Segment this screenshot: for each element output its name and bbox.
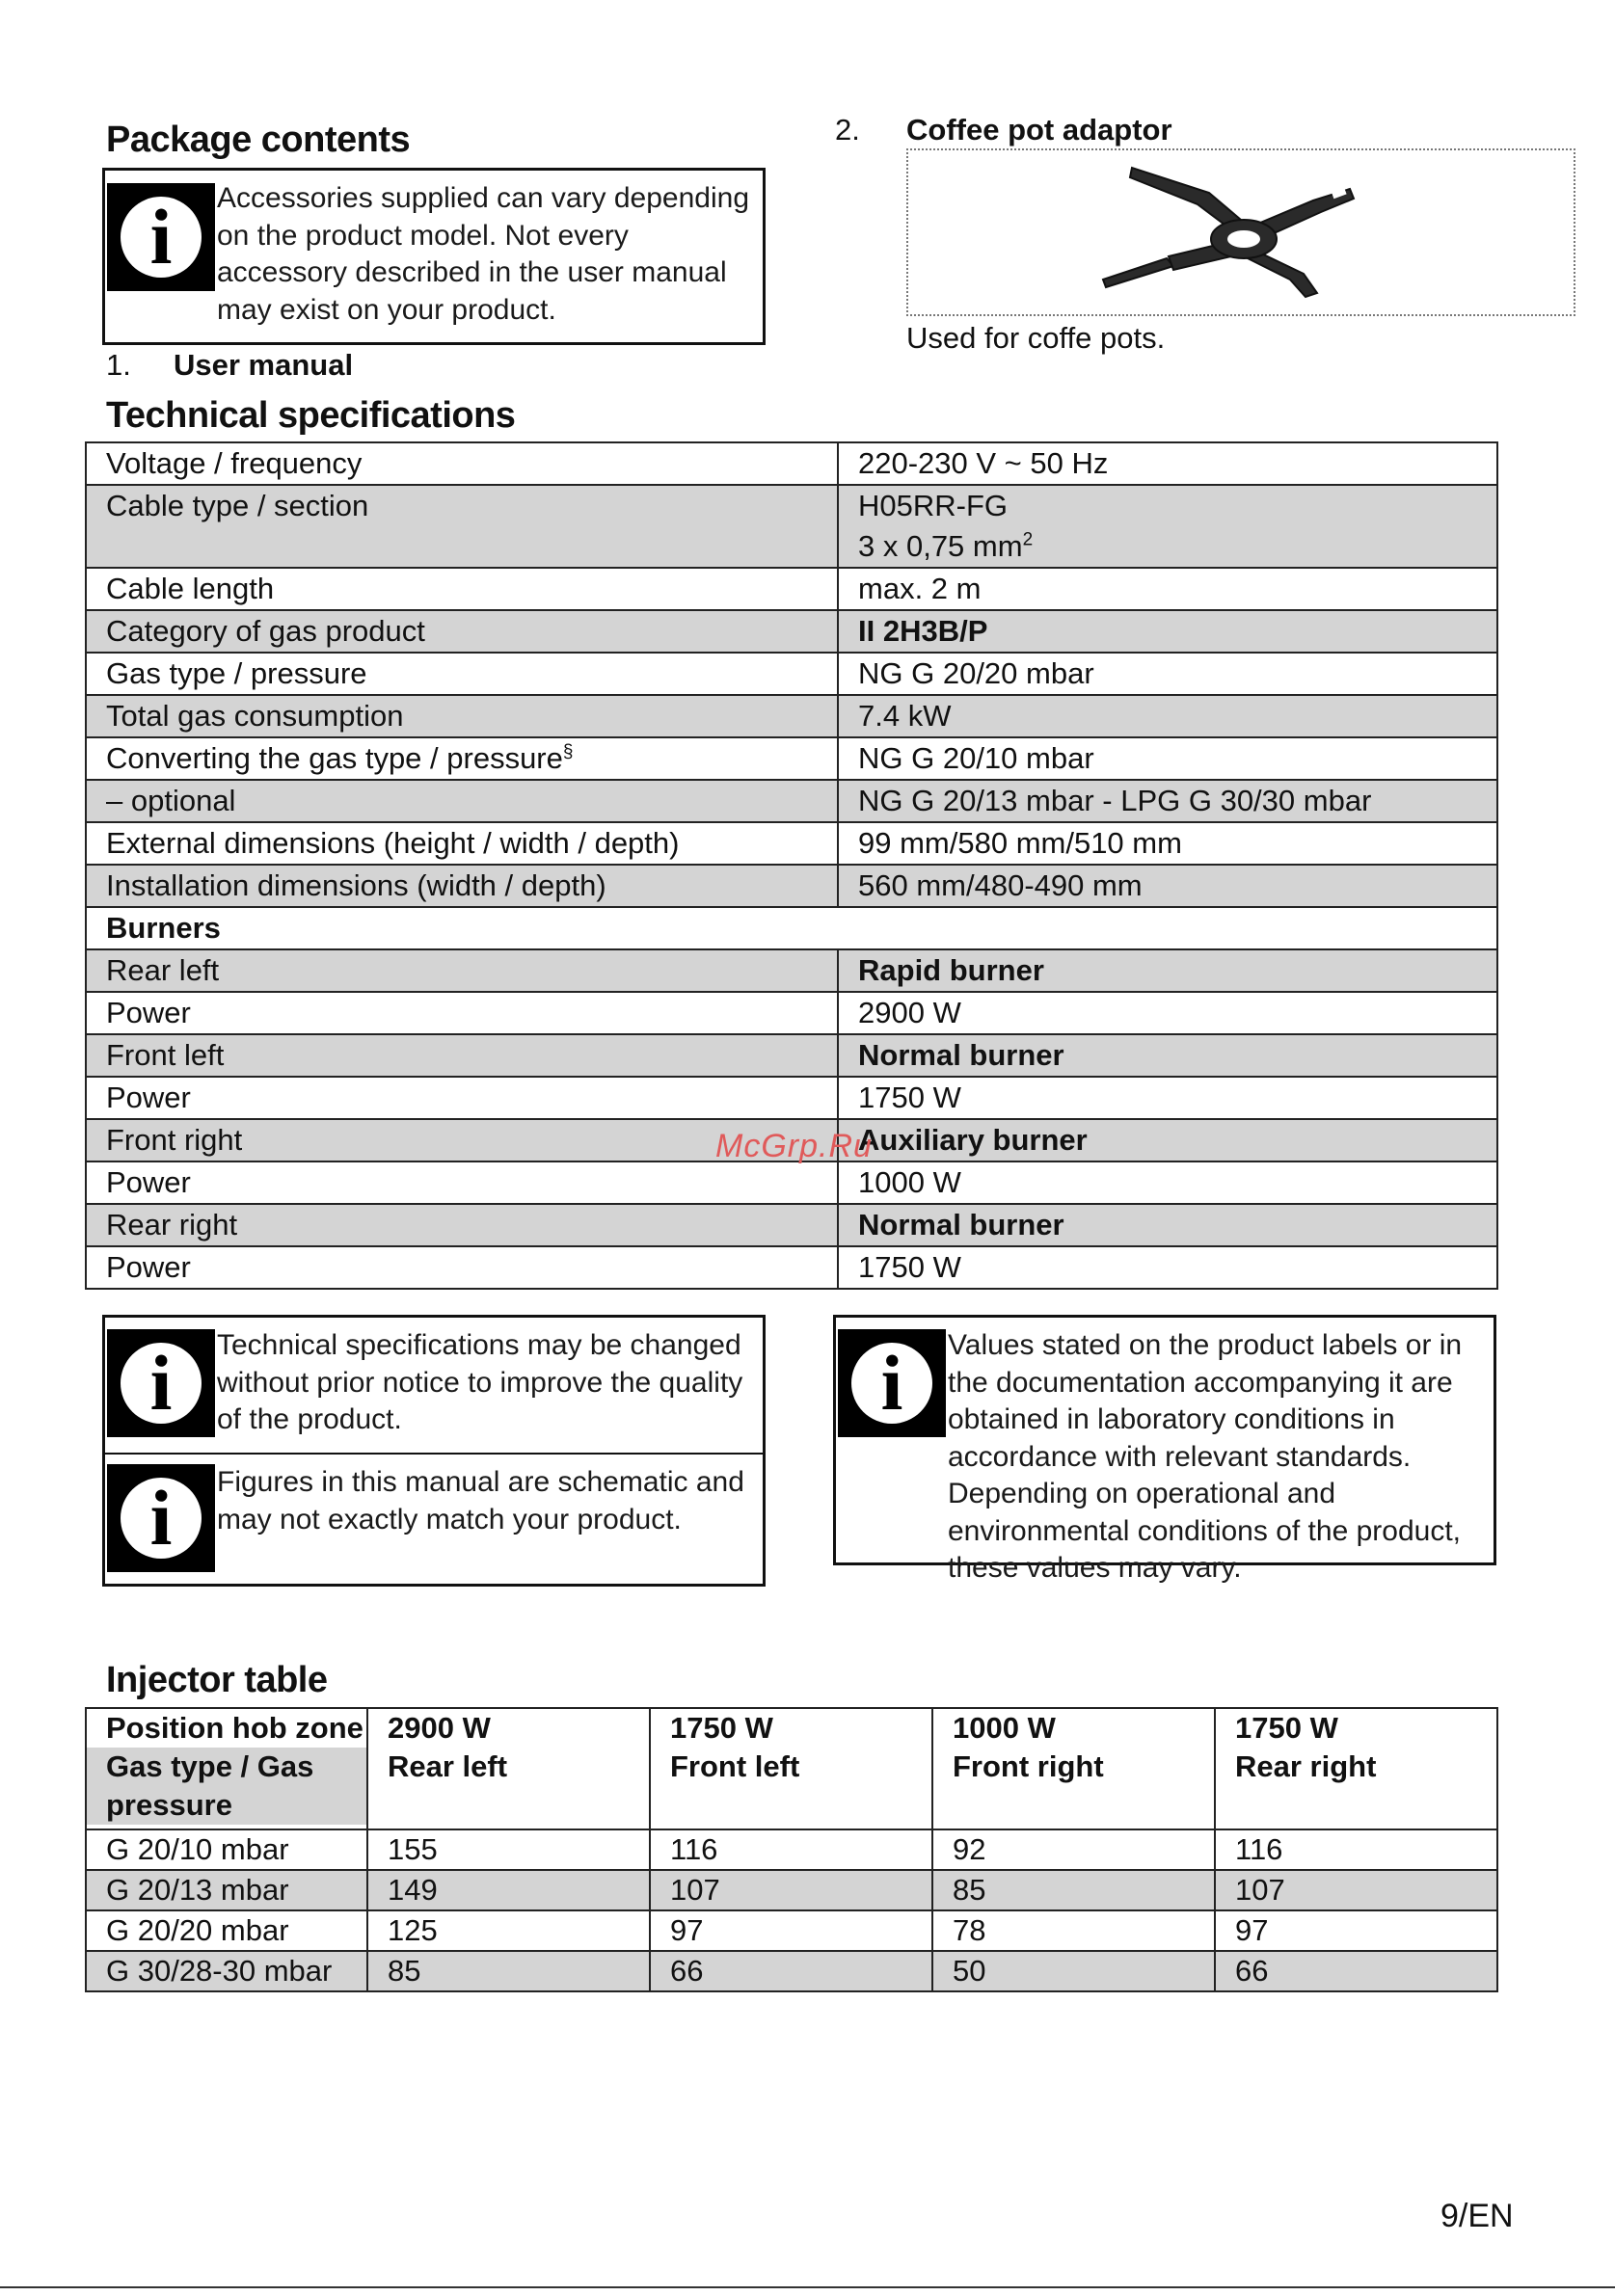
values-note: Values stated on the product labels or in the documentation accompanying it are obtained in laboratory conditions in accordance with relevant standards. Depending on operational and environmental conditions of the product, these values may vary. <box>948 1329 1463 1584</box>
table-row: Rear right Normal burner <box>86 1204 1497 1246</box>
item-2-caption: Used for coffe pots. <box>906 321 1166 355</box>
tech-change-note: Technical specifications may be changed without prior notice to improve the quality of the product. <box>217 1329 743 1435</box>
injector-table-title: Injector table <box>106 1660 328 1700</box>
table-row: Cable type / section H05RR-FG 3 x 0,75 $mm^2$ <box>86 485 1497 568</box>
table-row: Installation dimensions (width / depth) 560 mm/480-490 mm <box>86 865 1497 907</box>
table-row: Category of gas product II 2H3B/P <box>86 610 1497 653</box>
coffee-pot-adaptor-image-frame <box>906 148 1575 316</box>
package-contents-title: Package contents <box>106 120 411 160</box>
notes-left-box <box>102 1315 766 1587</box>
table-row: Total gas consumption 7.4 kW <box>86 695 1497 737</box>
table-row: G 20/20 mbar 125 97 78 97 <box>86 1910 1497 1951</box>
info-icon: i <box>107 1329 215 1437</box>
injector-table <box>85 1707 1498 1992</box>
table-row: G 30/28-30 mbar 85 66 50 66 <box>86 1951 1497 1991</box>
table-row: Gas type / pressure NG G 20/20 mbar <box>86 653 1497 695</box>
notes-right-box <box>833 1315 1496 1584</box>
item-1-label: User manual <box>174 348 354 382</box>
table-row: Voltage / frequency 220-230 V ~ 50 Hz <box>86 442 1497 485</box>
table-row: Power 1750 W <box>86 1077 1497 1119</box>
item-1-number: 1. <box>106 348 131 382</box>
technical-specifications-title: Technical specifications <box>106 395 516 436</box>
injector-header-row: Position hob zone Gas type / Gas pressure 2900 W Rear left 1750 W Front left 1000 W Front right 1750 W Rear right <box>86 1708 1497 1829</box>
watermark: McGrp.Ru <box>715 1128 873 1164</box>
item-2-label: Coffee pot adaptor <box>906 113 1172 147</box>
table-row: Cable length max. 2 m <box>86 568 1497 610</box>
figures-note: Figures in this manual are schematic and may not exactly match your product. <box>217 1466 744 1535</box>
table-row: G 20/13 mbar 149 107 85 107 <box>86 1870 1497 1910</box>
accessories-info-text: Accessories supplied can vary depending on the product model. Not every accessory described in the user manual may exist on your product. <box>217 182 749 326</box>
table-row: Power 1000 W <box>86 1161 1497 1204</box>
table-row: External dimensions (height / width / depth) 99 mm/580 mm/510 mm <box>86 822 1497 865</box>
table-row: – optional NG G 20/13 mbar - LPG G 30/30 mbar <box>86 780 1497 822</box>
position-hob-zone-header: Position hob zone <box>106 1711 363 1745</box>
info-icon: i <box>107 1464 215 1572</box>
divider <box>105 1453 763 1455</box>
info-icon: i <box>838 1329 946 1437</box>
bottom-rule <box>0 2286 1615 2288</box>
coffee-pot-adaptor-image <box>908 150 1574 314</box>
table-row: Front left Normal burner <box>86 1034 1497 1077</box>
accessories-info-box <box>102 168 766 345</box>
table-row: Power 1750 W <box>86 1246 1497 1289</box>
gas-type-header: Gas type / Gas pressure <box>87 1748 366 1825</box>
table-row: Rear left Rapid burner <box>86 949 1497 992</box>
page-number: 9/EN <box>1440 2198 1514 2234</box>
table-row: Front right Auxiliary burner <box>86 1119 1497 1161</box>
table-row: Power 2900 W <box>86 992 1497 1034</box>
info-icon: i <box>107 183 215 291</box>
burners-heading-row: Burners <box>86 907 1497 949</box>
item-2-number: 2. <box>835 113 860 147</box>
table-row: G 20/10 mbar 155 116 92 116 <box>86 1829 1497 1870</box>
table-row: Converting the gas type / pressure§ NG G 20/10 mbar <box>86 737 1497 780</box>
